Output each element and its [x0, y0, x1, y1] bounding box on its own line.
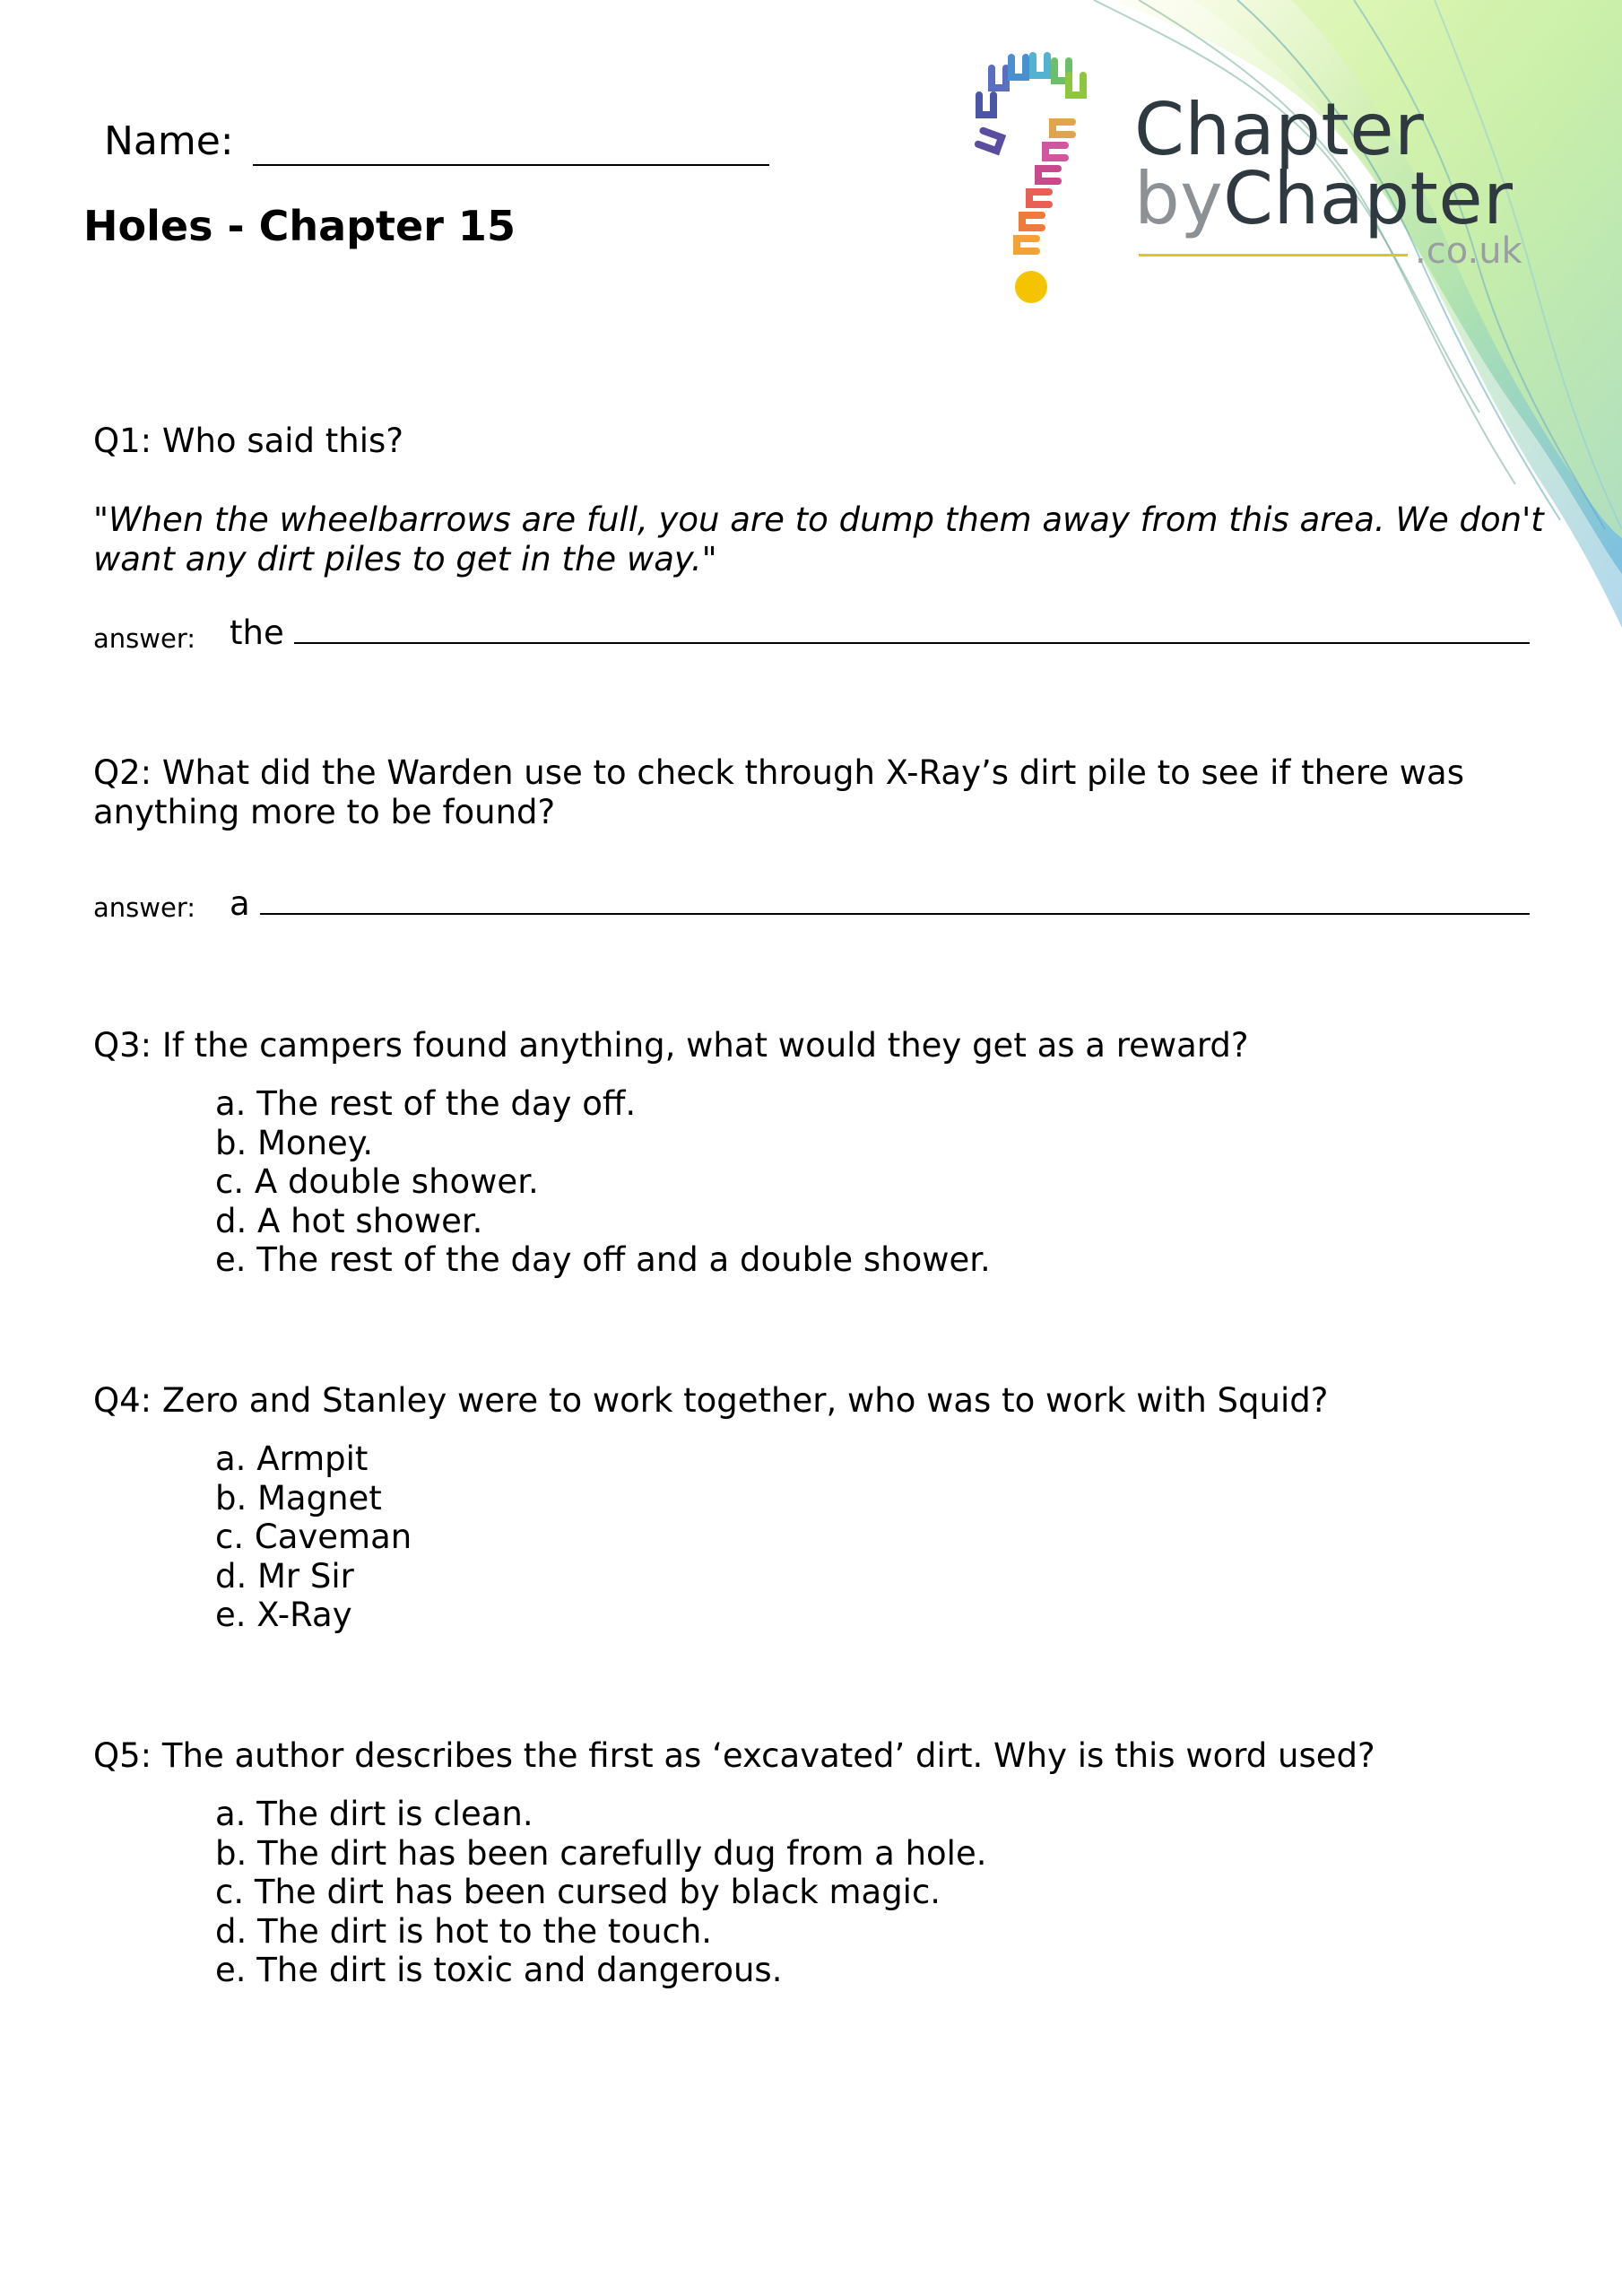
worksheet-title: Holes - Chapter 15 — [83, 202, 516, 250]
q4-option-a[interactable]: a. Armpit — [215, 1439, 369, 1478]
q3-options — [215, 1084, 991, 1280]
logo-underline — [1139, 254, 1408, 257]
q1-answer-prefix: the — [230, 613, 284, 652]
q5-option-e[interactable]: e. The dirt is toxic and dangerous. — [215, 1951, 783, 1989]
q3-text: Q3: If the campers found anything, what would they get as a reward? — [93, 1026, 1249, 1065]
q4-option-d[interactable]: d. Mr Sir — [215, 1556, 354, 1596]
q2-answer-line[interactable] — [260, 913, 1530, 915]
q1-quote-line2: want any dirt piles to get in the way." — [93, 540, 717, 578]
q4-option-b[interactable]: b. Magnet — [215, 1478, 382, 1518]
q5-text: Q5: The author describes the first as ‘excavated’ dirt. Why is this word used? — [93, 1736, 1375, 1775]
q4-text: Q4: Zero and Stanley were to work together, who was to work with Squid? — [93, 1381, 1329, 1420]
q3-option-e[interactable]: e. The rest of the day off and a double shower. — [215, 1240, 991, 1279]
q1-text: Q1: Who said this? — [93, 422, 403, 460]
q1-quote-line1: "When the wheelbarrows are full, you are to dump them away from this area. We don't — [93, 500, 1544, 539]
q3-option-a[interactable]: a. The rest of the day off. — [215, 1084, 637, 1123]
q2-answer-prefix: a — [230, 884, 250, 923]
q4-option-e[interactable]: e. X-Ray — [215, 1596, 352, 1634]
book-question-mark-icon — [967, 52, 1110, 314]
q1-answer-line[interactable] — [294, 642, 1530, 644]
logo-wordmark-line2 — [1134, 157, 1514, 240]
name-field-line[interactable] — [253, 164, 769, 166]
q3-option-b[interactable]: b. Money. — [215, 1123, 374, 1162]
q3-option-c[interactable]: c. A double shower. — [215, 1162, 539, 1201]
name-label: Name: — [104, 118, 234, 164]
logo-wordmark-line1: Chapter — [1134, 88, 1425, 171]
q2-text-line1: Q2: What did the Warden use to check through X-Ray’s dirt pile to see if there was — [93, 753, 1464, 792]
q4-option-c[interactable]: c. Caveman — [215, 1518, 412, 1556]
logo-by: by — [1134, 157, 1224, 240]
q1-answer-label: answer: — [93, 623, 196, 654]
q2-text-line2: anything more to be found? — [93, 793, 556, 831]
q2-answer-label: answer: — [93, 892, 196, 923]
q4-options — [215, 1439, 412, 1635]
q3-option-d[interactable]: d. A hot shower. — [215, 1201, 483, 1240]
logo-domain: .co.uk — [1415, 230, 1522, 272]
q5-option-d[interactable]: d. The dirt is hot to the touch. — [215, 1911, 713, 1951]
q5-option-c[interactable]: c. The dirt has been cursed by black magic. — [215, 1873, 941, 1911]
q5-option-a[interactable]: a. The dirt is clean. — [215, 1795, 533, 1833]
q5-option-b[interactable]: b. The dirt has been carefully dug from a hole. — [215, 1833, 987, 1873]
q5-options — [215, 1795, 986, 1990]
logo-chapter: Chapter — [1223, 157, 1514, 240]
